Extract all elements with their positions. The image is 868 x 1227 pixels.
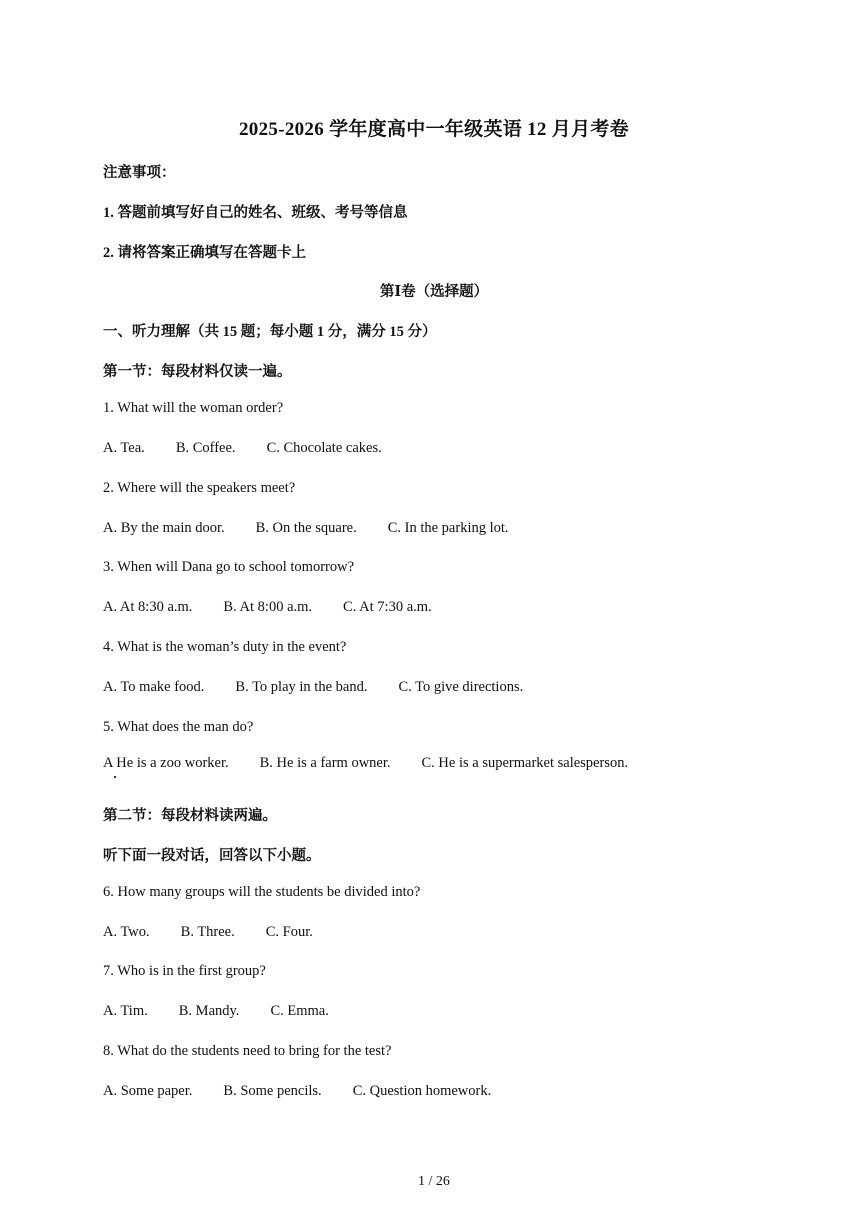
option-b: B. To play in the band. — [235, 679, 368, 695]
question-3-options — [103, 599, 463, 616]
question-2-options — [103, 520, 540, 537]
question-6-options — [103, 924, 344, 941]
question-1: 1. What will the woman order? — [103, 400, 284, 416]
question-4-options — [103, 679, 554, 696]
dialogue-instruction: 听下面一段对话，回答以下小题。 — [103, 848, 321, 864]
option-a: A. Tea. — [103, 440, 145, 456]
option-c: C. Question homework. — [352, 1083, 492, 1099]
notice-item-1: 1. 答题前填写好自己的姓名、班级、考号等信息 — [103, 205, 408, 221]
question-5-options — [103, 755, 659, 772]
volume-title: 第Ⅰ卷（选择题） — [379, 284, 489, 300]
question-2: 2. Where will the speakers meet? — [103, 480, 296, 496]
section2-heading: 第二节：每段材料读两遍。 — [103, 808, 277, 824]
option-a: A. To make food. — [103, 679, 205, 695]
option-c: C. Chocolate cakes. — [266, 440, 382, 456]
question-7: 7. Who is in the first group? — [103, 963, 266, 979]
option-b: B. Coffee. — [175, 440, 236, 456]
option-c: C. In the parking lot. — [387, 520, 509, 536]
notice-heading: 注意事项： — [103, 165, 176, 181]
question-1-options — [103, 440, 413, 457]
option-a: A. Tim. — [103, 1003, 148, 1019]
part1-heading: 一、听力理解（共 15 题；每小题 1 分，满分 15 分） — [103, 324, 437, 340]
question-3: 3. When will Dana go to school tomorrow? — [103, 559, 355, 575]
option-a: A. At 8:30 a.m. — [103, 599, 193, 615]
option-c: C. Four. — [265, 924, 313, 940]
question-6: 6. How many groups will the students be divided into? — [103, 884, 421, 900]
option-b: B. Some pencils. — [223, 1083, 322, 1099]
exam-title: 2025-2026 学年度高中一年级英语 12 月月考卷 — [239, 119, 629, 140]
question-5: 5. What does the man do? — [103, 719, 254, 735]
option-a: A. Two. — [103, 924, 150, 940]
page-number: 1 / 26 — [418, 1174, 450, 1189]
option-c: C. Emma. — [270, 1003, 329, 1019]
option-a: A He is a zoo worker. — [103, 755, 229, 771]
option-b: B. On the square. — [255, 520, 357, 536]
stray-dot — [114, 776, 116, 778]
option-c: C. To give directions. — [398, 679, 524, 695]
section1-heading: 第一节：每段材料仅读一遍。 — [103, 364, 292, 380]
option-b: B. He is a farm owner. — [259, 755, 391, 771]
question-8-options — [103, 1083, 522, 1100]
option-b: B. Mandy. — [178, 1003, 240, 1019]
option-c: C. At 7:30 a.m. — [343, 599, 432, 615]
notice-item-2: 2. 请将答案正确填写在答题卡上 — [103, 245, 306, 261]
option-a: A. Some paper. — [103, 1083, 193, 1099]
question-7-options — [103, 1003, 360, 1020]
question-4: 4. What is the woman’s duty in the event? — [103, 639, 347, 655]
option-b: B. At 8:00 a.m. — [223, 599, 313, 615]
option-b: B. Three. — [180, 924, 235, 940]
option-c: C. He is a supermarket salesperson. — [421, 755, 629, 771]
question-8: 8. What do the students need to bring for the test? — [103, 1043, 392, 1059]
option-a: A. By the main door. — [103, 520, 225, 536]
